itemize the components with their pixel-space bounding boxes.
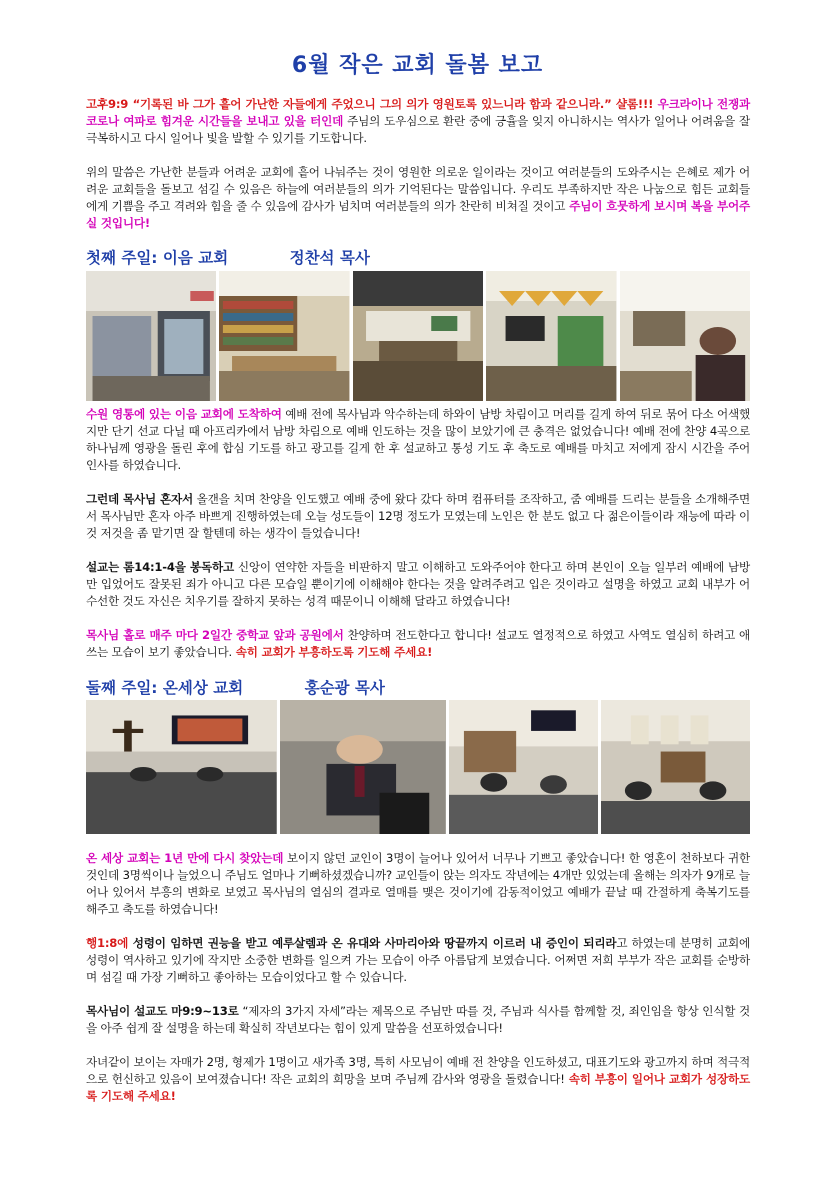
week2-prayer-request: 속히 부흥이 일어나 교회가 성장하도록 기도해 주세요! bbox=[86, 1072, 750, 1103]
week2-photo-worship bbox=[601, 700, 750, 834]
week2-text-2: 고 하였는데 분명히 교회에 성령이 역사하고 있기에 작지만 소중한 변화를 일으켜 가는 모습이 아주 아름답게 보였습니다. 어쩌면 저희 부부가 작은 교회를 순방하며 섬길 때 가장 기뻐하고 좋아하는 모습이었다고 할 수 있습니다. bbox=[86, 936, 751, 984]
week1-photo-exterior bbox=[86, 271, 216, 401]
week2-return-visit: 온 세상 교회는 1년 만에 다시 찾았는데 bbox=[86, 851, 284, 865]
week1-text-2: 올갠을 치며 찬양을 인도했고 예배 중에 왔다 갔다 하며 컴퓨터를 조작하고, 줌 예배를 드리는 분들을 소개해주면서 목사님만 혼자 아주 바쁘게 진행하였는데 오늘 성도들이 12명 정도가 모였는데 노인은 한 분도 없고 다 젊은이들이라 재능에 따라 이것 저것을 좀 맡기면 잘 할텐데 하는 생각이 들었습니다! bbox=[86, 492, 750, 540]
week1-paragraph-3 bbox=[86, 559, 750, 610]
week1-photo-strip bbox=[86, 271, 750, 401]
page-title: 6월 작은 교회 돌봄 보고 bbox=[291, 53, 544, 78]
week2-text-1: 보이지 않던 교인이 3명이 늘어나 있어서 너무나 기쁘고 좋았습니다! 한 영혼이 천하보다 귀한 것인데 3명씩이나 늘었으니 주님도 얼마나 기뻐하셨겠습니까? 교인들이 앉는 의자도 작년에는 4개만 있었는데 올해는 의자가 9개로 늘어나 있어서 부흥의 변화로 보였고 목사님의 열심의 결과로 열매를 맺은 것이기에 감동적이었고 예배가 끝날 때 간절하게 축복기도를 해주고 축도를 하였습니다! bbox=[86, 851, 750, 916]
week2-sermon-lead: 목사님이 설교도 마9:9~13로 bbox=[86, 1004, 239, 1018]
intro-verse: 고후9:9 “기록된 바 그가 흩어 가난한 자들에게 주었으니 그의 의가 영원토록 있느니라 함과 같으니라.” 샬롬!!! bbox=[86, 97, 654, 111]
week2-label: 둘째 주일: bbox=[86, 679, 158, 697]
week2-text-3: “제자의 3가지 자세”라는 제목으로 주님만 따를 것, 주님과 식사를 함께할 것, 죄인임을 항상 인식할 것을 아주 쉽게 잘 설명을 하는데 확실히 작년보다는 힘이 있게 말씀을 선포하였습니다! bbox=[86, 1004, 750, 1035]
week1-prayer-request: 속히 교회가 부흥하도록 기도해 주세요! bbox=[231, 645, 433, 659]
week2-photo-strip bbox=[86, 700, 750, 834]
week2-verse: 성령이 임하면 권능을 받고 예루살렘과 온 유대와 사마리아와 땅끝까지 이르러 내 증인이 되리라 bbox=[128, 936, 617, 950]
week1-text-3: 신앙이 연약한 자들을 비판하지 말고 이해하고 도와주어야 한다고 하며 본인이 오늘 일부러 예배에 남방만 입었어도 잘못된 죄가 아니고 다른 모습일 뿐이기에 이해해야 한다는 것을 알려주려고 입은 것이라고 설명을 하였고 교회 내부가 어수선한 것도 자신은 치우기를 잘하지 못하는 성격 때문이니 이해해 달라고 하였습니다! bbox=[86, 560, 751, 608]
week1-photo-worship bbox=[486, 271, 616, 401]
week1-text-1: 예배 전에 목사님과 악수하는데 하와이 남방 차림이고 머리를 길게 하여 뒤로 묶어 다소 어색했지만 단기 선교 다닐 때 아프리카에서 남방 차림으로 예배 인도하는 것을 많이 보았기에 큰 충격은 없었습니다! 예배 전에 찬양 4곡으로 하나님께 영광을 돌린 후에 합심 기도를 하고 광고를 길게 한 후 설교하고 통성 기도 후 축도로 예배를 마치고 저에게 잠시 시간을 주어 인사를 하였습니다. bbox=[86, 407, 750, 472]
week2-paragraph-2 bbox=[86, 935, 750, 986]
week2-paragraph-1 bbox=[86, 850, 750, 918]
intro-highlight: 우크라이나 전쟁과 코로나 여파로 힘겨운 시간들을 보내고 있을 터인데 bbox=[86, 97, 751, 128]
week1-church: 이음 교회 bbox=[162, 249, 229, 267]
week1-paragraph-4 bbox=[86, 627, 750, 661]
week1-arrival: 수원 영통에 있는 이음 교회에 도착하여 bbox=[86, 407, 282, 421]
week2-church: 온세상 교회 bbox=[162, 679, 244, 697]
week1-pastor: 정찬석 목사 bbox=[289, 249, 370, 267]
intro-text: 주님의 도우심으로 환란 중에 긍휼을 잊지 아니하시는 역사가 일어나 어려움을 잘 극복하시고 다시 일어나 빛을 발할 수 있기를 기도합니다. bbox=[86, 114, 751, 145]
week2-verse-ref: 행1:8에 bbox=[86, 936, 129, 950]
week2-text-4: 자녀같이 보이는 자매가 2명, 형제가 1명이고 새가족 3명, 특히 사모님이 예배 전 찬양을 인도하셨고, 대표기도와 광고까지 하며 적극적으로 헌신하고 있음이 보여졌습니다! 작은 교회의 희망을 보며 주님께 감사와 영광을 돌렸습니다! bbox=[86, 1055, 750, 1086]
week1-sermon-lead: 설교는 롬14:1-4을 봉독하고 bbox=[86, 560, 234, 574]
intro-paragraph-1 bbox=[86, 96, 750, 147]
week1-evangelism: 목사님 홀로 매주 마다 2일간 중학교 앞과 공원에서 bbox=[86, 628, 344, 642]
week2-photo-sanctuary bbox=[86, 700, 277, 834]
week1-paragraph-1 bbox=[86, 406, 750, 474]
week2-pastor: 홍순광 목사 bbox=[304, 679, 385, 697]
week1-photo-library bbox=[219, 271, 349, 401]
week1-photo-interior bbox=[353, 271, 483, 401]
week2-heading bbox=[86, 676, 385, 698]
week1-paragraph-2 bbox=[86, 491, 750, 542]
week2-paragraph-4 bbox=[86, 1054, 750, 1105]
week1-lead-2: 그런데 목사님 혼자서 bbox=[86, 492, 194, 506]
intro-paragraph-2 bbox=[86, 164, 750, 232]
week1-text-4: 찬양하며 전도한다고 합니다! 설교도 열정적으로 하였고 사역도 열심히 하려고 애쓰는 모습이 보기 좋았습니다. bbox=[86, 628, 750, 659]
week1-photo-congregation bbox=[620, 271, 750, 401]
week1-label: 첫째 주일: bbox=[86, 249, 158, 267]
week2-photo-pastor bbox=[280, 700, 446, 834]
intro-blessing: 주님이 흐뭇하게 보시며 복을 부어주실 것입니다! bbox=[86, 199, 750, 230]
intro-text-2: 위의 말씀은 가난한 분들과 어려운 교회에 흩어 나눠주는 것이 영원한 의로운 일이라는 것이고 여러분들의 도와주시는 은혜로 제가 어려운 교회들을 돌보고 섬길 수 있음은 하늘에 여러분들의 의가 기억된다는 말씀입니다. 우리도 부족하지만 작은 나눔으로 힘든 교회들에게 기쁨을 주고 격려와 힘을 줄 수 있음에 감사가 넘치며 여러분들의 의가 찬란히 비쳐질 것이고 bbox=[86, 165, 750, 213]
week1-heading bbox=[86, 246, 370, 268]
week2-paragraph-3 bbox=[86, 1003, 750, 1037]
week2-photo-congregation bbox=[449, 700, 598, 834]
